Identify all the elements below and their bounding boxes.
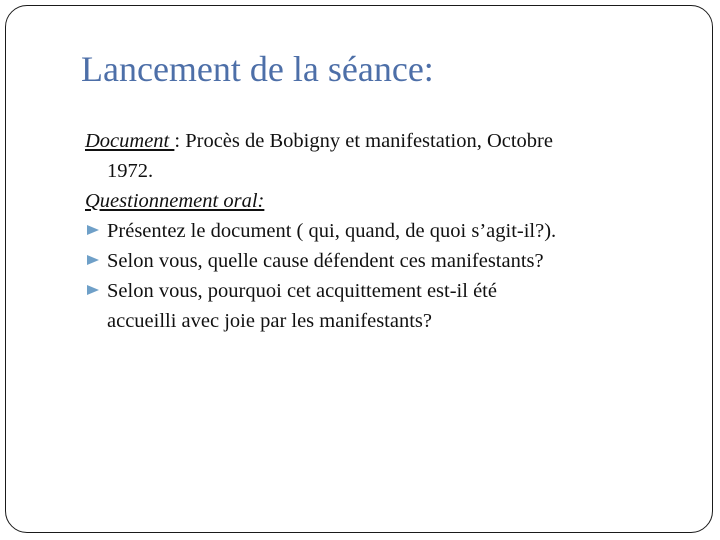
document-separator: : <box>174 130 186 152</box>
document-line <box>85 126 695 156</box>
triangle-bullet-icon <box>85 216 107 246</box>
slide-title: Lancement de la séance: <box>81 49 434 89</box>
triangle-bullet-icon <box>85 246 107 276</box>
question-item-1 <box>85 216 695 246</box>
document-text-line1: Procès de Bobigny et manifestation, Octobre <box>185 130 553 152</box>
document-label: Document <box>85 130 175 152</box>
slide-content <box>85 126 695 336</box>
document-text-line2: 1972. <box>107 160 154 182</box>
triangle-bullet-icon <box>85 276 107 306</box>
question-text-continuation: accueilli avec joie par les manifestants? <box>107 310 432 332</box>
question-text: Selon vous, pourquoi cet acquittement est-il été <box>107 280 497 302</box>
question-item-3 <box>85 276 695 336</box>
question-text: Selon vous, quelle cause défendent ces manifestants? <box>107 250 544 272</box>
questionnement-line <box>85 186 695 216</box>
questionnement-label: Questionnement oral: <box>85 190 265 212</box>
question-item-2 <box>85 246 695 276</box>
question-text: Présentez le document ( qui, quand, de quoi s’agit-il?). <box>107 220 557 242</box>
slide-frame <box>5 5 713 533</box>
